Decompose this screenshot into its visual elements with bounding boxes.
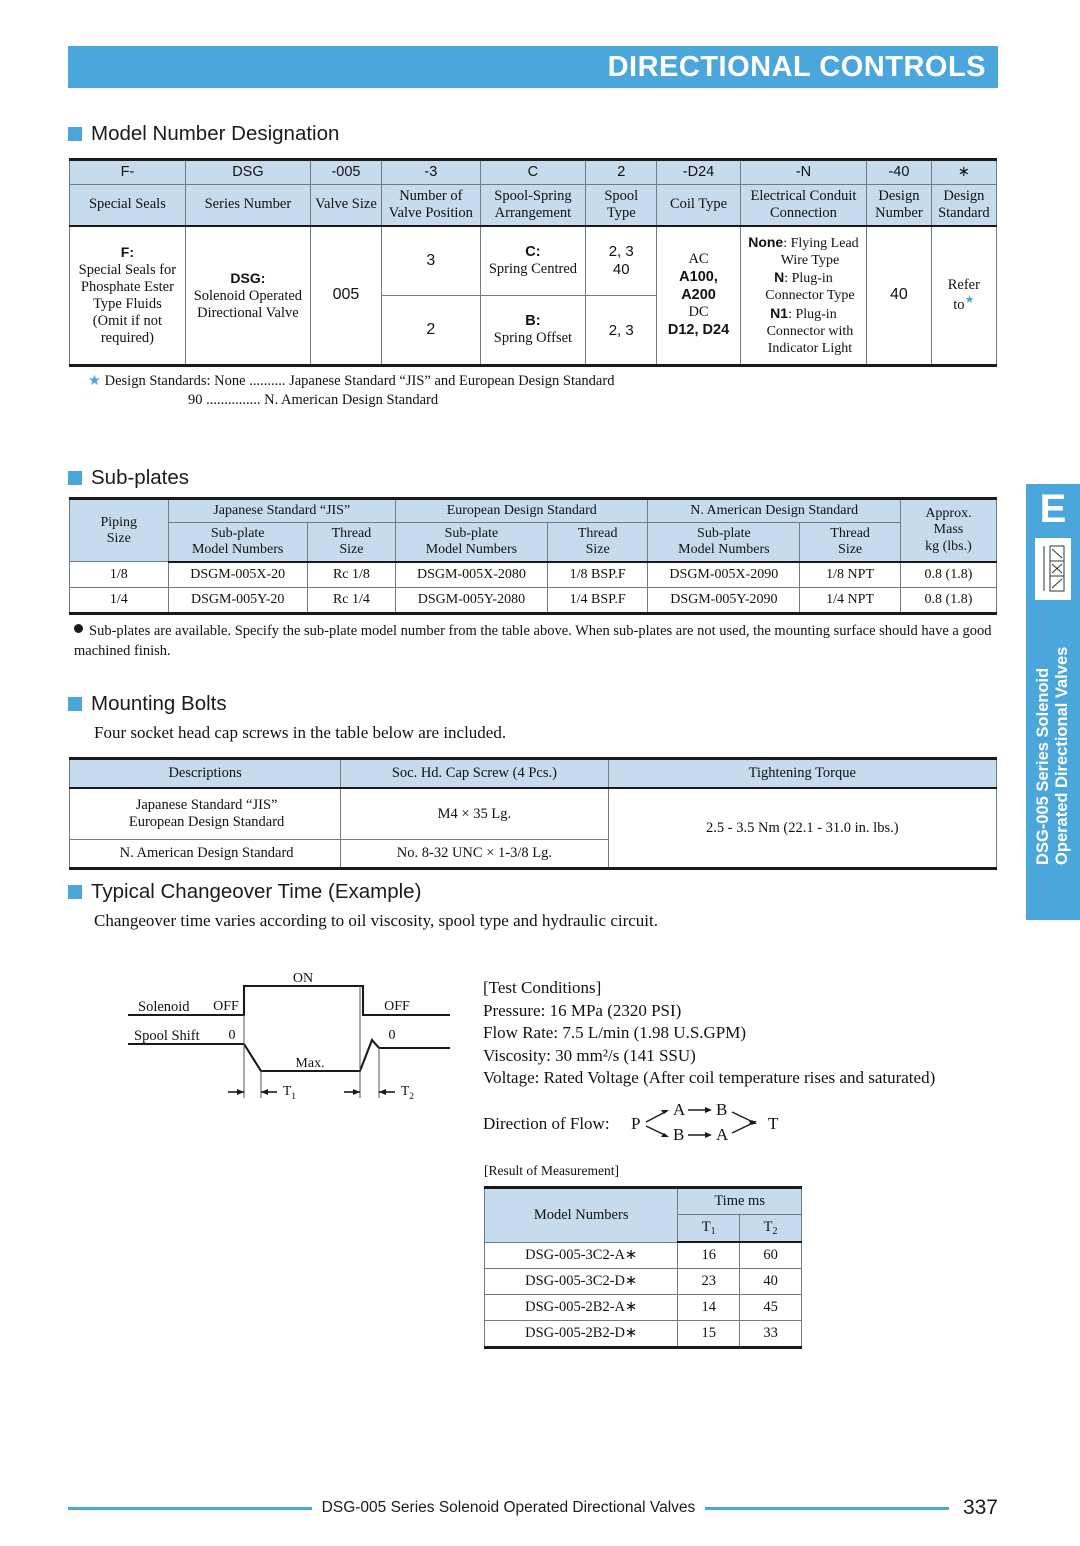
test-conditions-block [483,977,935,1090]
conduit-connection-cell [740,226,866,366]
section-header-subplates [68,466,189,490]
section-title: Typical Changeover Time (Example) [91,880,422,903]
spool-type-value: 40 [612,260,630,278]
cell-model-number: DSGM-005X-2080 [396,562,548,587]
desc-cell: Series Number [185,184,310,225]
table-row [485,1295,802,1321]
cell-thread-size: 1/8 BSP.F [547,562,648,587]
spool-type-cell-bottom: 2, 3 [586,296,657,366]
footnote-label: Design Standards: [104,373,211,389]
cell-t2: 40 [740,1269,802,1295]
cell-screw: No. 8-32 UNC × 1-3/8 Lg. [341,840,608,869]
desc-line: Connection [770,204,837,221]
footer-rule-right [705,1507,949,1510]
round-bullet-icon [74,624,83,633]
header-model-numbers: Model Numbers [485,1188,678,1243]
spool-spring-code: B: [525,313,541,330]
t2-dimension [344,1089,395,1095]
section-header-model-number [68,122,339,146]
cell-description [70,788,341,840]
footer-rule-left [68,1507,312,1510]
mass-header: Approx. Mass kg (lbs.) [900,499,996,562]
cell-model-number: DSGM-005X-20 [168,562,307,587]
cell-model: DSG-005-2B2-D∗ [485,1321,678,1348]
coil-ac-values: A100, A200 [679,269,718,303]
conduit-option: N: Plug-in Connector Type [765,269,855,304]
test-condition-line: Flow Rate: 7.5 L/min (1.98 U.S.GPM) [483,1023,747,1043]
desc-line: Arrangement [494,204,572,221]
subheader-thread-size: Thread Size [547,522,648,561]
spool-shift-label: Spool Shift [134,1028,200,1044]
subheader-model-numbers: Sub-plate Model Numbers [648,522,800,561]
valve-position-cell-top: 3 [381,226,480,296]
spool-zero-left-label: 0 [228,1028,236,1043]
subheader-model-numbers: Sub-plate Model Numbers [168,522,307,561]
section-header-mounting-bolts [68,692,227,716]
subplates-table [69,497,997,615]
solenoid-off-left-label: OFF [213,999,239,1014]
solenoid-off-right-label: OFF [384,999,410,1014]
table-row-codes [70,160,997,185]
table-row [70,788,997,840]
spool-spring-cell-bottom [480,296,586,366]
solenoid-label: Solenoid [138,999,190,1015]
desc-cell [480,184,586,225]
cell-model-number: DSGM-005Y-20 [168,587,307,613]
table-row-descriptions [70,184,997,225]
section-title: Sub-plates [91,466,190,489]
flow-node-b-top: B [716,1100,728,1119]
tab-letter: E [1039,487,1067,531]
cell-model-number: DSGM-005Y-2090 [648,587,800,613]
header-t2: $T_2$ [740,1215,802,1243]
flow-label: Direction of Flow: [483,1114,610,1133]
special-seals-code: F: [120,244,135,261]
code-cell: 2 [586,160,657,185]
group-header-jis: Japanese Standard “JIS” [168,499,396,523]
cell-t2: 60 [740,1242,802,1269]
flow-node-a-bot: A [716,1125,729,1144]
coil-dc-label: DC [688,304,709,321]
design-standard-text: Refer to [947,277,980,314]
desc-cell [381,184,480,225]
conduit-option: N1: Plug-in Connector with Indicator Light [766,305,854,356]
desc-cell [740,184,866,225]
measurement-caption: [Result of Measurement] [484,1163,619,1178]
group-header-european: European Design Standard [396,499,648,523]
design-number-cell: 40 [867,226,932,366]
spool-spring-text: Spring Centred [488,260,578,277]
table-row-headers [70,759,997,789]
cell-t1: 15 [678,1321,740,1348]
spool-type-cell-top [586,226,657,296]
cell-model-number: DSGM-005X-2090 [648,562,800,587]
desc-cell: Coil Type [657,184,740,225]
cell-model-number: DSGM-005Y-2080 [396,587,548,613]
section-title: Mounting Bolts [91,692,227,715]
flow-node-b-bot: B [673,1125,685,1144]
table-row-sub-headers [70,522,997,561]
cell-t2: 33 [740,1321,802,1348]
mounting-bolts-table [69,757,997,870]
table-row [485,1269,802,1295]
note-text: Sub-plates are available. Specify the sub-plate model number from the table above. When sub-plates are not used, the mounting surface should have a good machined finish. [74,623,992,659]
desc-line: Valve Position [388,204,473,221]
table-row-group-headers [70,499,997,523]
spool-shift-waveform [128,1040,450,1071]
test-condition-line: Voltage: Rated Voltage (After coil temperature rises and saturated) [483,1068,936,1088]
t2-label: $T_2$ [401,1083,414,1102]
cell-model: DSG-005-3C2-D∗ [485,1269,678,1295]
series-code: DSG: [230,269,266,286]
star-icon: ★ [88,373,101,389]
spool-spring-text: Spring Offset [493,330,573,347]
footnote-key: None .......... [214,373,286,389]
desc-line: Spool-Spring [494,187,572,204]
code-cell: -005 [310,160,381,185]
coil-type-cell [657,226,740,366]
piping-size-header: Piping Size [70,499,169,562]
series-number-cell [185,226,310,366]
table-row [485,1242,802,1269]
table-row [70,562,997,587]
code-cell: -D24 [657,160,740,185]
tab-text-line: DSG-005 Series Solenoid [1034,667,1053,865]
footnote-line2 [88,391,614,410]
footer-title: DSG-005 Series Solenoid Operated Directional Valves [321,1499,696,1516]
test-condition-line: Viscosity: 30 mm²/s (141 SSU) [483,1045,696,1065]
square-bullet-icon [68,471,82,485]
subheader-thread-size: Thread Size [800,522,901,561]
changeover-timing-diagram [120,968,460,1108]
header-screw: Soc. Hd. Cap Screw (4 Pcs.) [341,759,608,789]
code-cell: C [480,160,586,185]
side-index-tab[interactable] [1026,484,1080,920]
cell-torque: 2.5 - 3.5 Nm (22.1 - 31.0 in. lbs.) [608,788,996,869]
page-footer [68,1496,998,1520]
code-cell: -3 [381,160,480,185]
test-conditions-title: [Test Conditions] [483,978,602,997]
valve-position-cell-bottom: 2 [381,296,480,366]
measurement-table [484,1186,802,1349]
square-bullet-icon [68,697,82,711]
square-bullet-icon [68,127,82,141]
direction-of-flow-diagram [483,1098,813,1146]
model-number-designation-table [69,158,997,367]
desc-line: Number of [399,187,463,204]
table-row-headers [485,1188,802,1215]
code-cell: F- [70,160,186,185]
series-text: Solenoid Operated Directional Valve [193,287,303,321]
design-standards-footnote [88,372,614,411]
cell-piping-size: 1/4 [70,587,169,613]
subheader-model-numbers: Sub-plate Model Numbers [396,522,548,561]
desc-line: European Design Standard [128,814,285,830]
cell-thread-size: Rc 1/8 [307,562,395,587]
spool-type-value: 2, 3 [608,242,634,260]
tab-text [1034,549,1072,865]
code-cell: ∗ [931,160,996,185]
header-time: Time ms [678,1188,802,1215]
flow-node-p: P [631,1114,641,1133]
spool-spring-cell-top [480,226,586,296]
cell-description: N. American Design Standard [70,840,341,869]
mounting-bolts-intro: Four socket head cap screws in the table below are included. [94,723,507,742]
section-title: Model Number Designation [91,122,340,145]
page-number: 337 [962,1496,998,1519]
coil-ac-label: AC [688,251,709,268]
desc-line: Design [878,187,920,204]
footnote-value: Japanese Standard “JIS” and European Design Standard [289,373,615,389]
table-row-body-top [70,226,997,296]
spool-spring-code: C: [525,244,541,261]
t1-label: $T_1$ [283,1083,296,1102]
desc-line: Japanese Standard “JIS” [135,796,278,813]
subplates-note [74,622,994,661]
cell-thread-size: 1/8 NPT [800,562,901,587]
code-cell: -N [740,160,866,185]
desc-line: Standard [938,204,990,221]
cell-piping-size: 1/8 [70,562,169,587]
banner-title: DIRECTIONAL CONTROLS [607,50,986,83]
desc-line: Design [943,187,985,204]
code-cell: -40 [867,160,932,185]
desc-cell [867,184,932,225]
footnote-key: 90 ............... [188,392,261,409]
special-seals-text: Special Seals for Phosphate Ester Type Fluids (Omit if not required) [78,262,177,347]
cell-t1: 14 [678,1295,740,1321]
desc-cell [931,184,996,225]
solenoid-on-label: ON [292,971,314,986]
spool-max-label: Max. [295,1056,325,1071]
conduit-option: None: Flying Lead Wire Type [748,233,859,268]
group-header-namerican: N. American Design Standard [648,499,900,523]
flow-node-t: T [768,1114,779,1133]
desc-cell: Special Seals [70,184,186,225]
flow-node-a-top: A [673,1100,686,1119]
table-row [485,1321,802,1348]
cell-thread-size: 1/4 NPT [800,587,901,613]
flow-arrows [646,1107,757,1138]
cell-thread-size: 1/4 BSP.F [547,587,648,613]
cell-model: DSG-005-2B2-A∗ [485,1295,678,1321]
cell-model: DSG-005-3C2-A∗ [485,1242,678,1269]
design-standard-cell [931,226,996,366]
footnote-value: N. American Design Standard [264,392,439,409]
changeover-intro: Changeover time varies according to oil viscosity, spool type and hydraulic circuit. [94,911,658,930]
cell-t1: 16 [678,1242,740,1269]
spool-zero-right-label: 0 [388,1028,396,1043]
cell-t1: 23 [678,1269,740,1295]
test-condition-line: Pressure: 16 MPa (2320 PSI) [483,1000,682,1020]
cell-mass: 0.8 (1.8) [900,562,996,587]
page-banner [68,46,998,88]
desc-line: Electrical Conduit [750,187,857,204]
header-t1: $T_1$ [678,1215,740,1243]
desc-cell: Valve Size [310,184,381,225]
section-header-changeover-time [68,880,421,904]
coil-dc-values: D12, D24 [667,322,730,339]
star-icon: ★ [964,294,975,307]
cell-mass: 0.8 (1.8) [900,587,996,613]
header-torque: Tightening Torque [608,759,996,789]
desc-cell: Spool Type [586,184,657,225]
code-cell: DSG [185,160,310,185]
square-bullet-icon [68,885,82,899]
special-seals-cell [70,226,186,366]
desc-line: Number [875,204,923,221]
cell-t2: 45 [740,1295,802,1321]
cell-thread-size: Rc 1/4 [307,587,395,613]
subheader-thread-size: Thread Size [307,522,395,561]
cell-screw: M4 × 35 Lg. [341,788,608,840]
tab-text-line: Operated Directional Valves [1053,646,1071,865]
header-descriptions: Descriptions [70,759,341,789]
t1-dimension [228,1089,277,1095]
table-row [70,587,997,613]
valve-size-cell: 005 [310,226,381,366]
